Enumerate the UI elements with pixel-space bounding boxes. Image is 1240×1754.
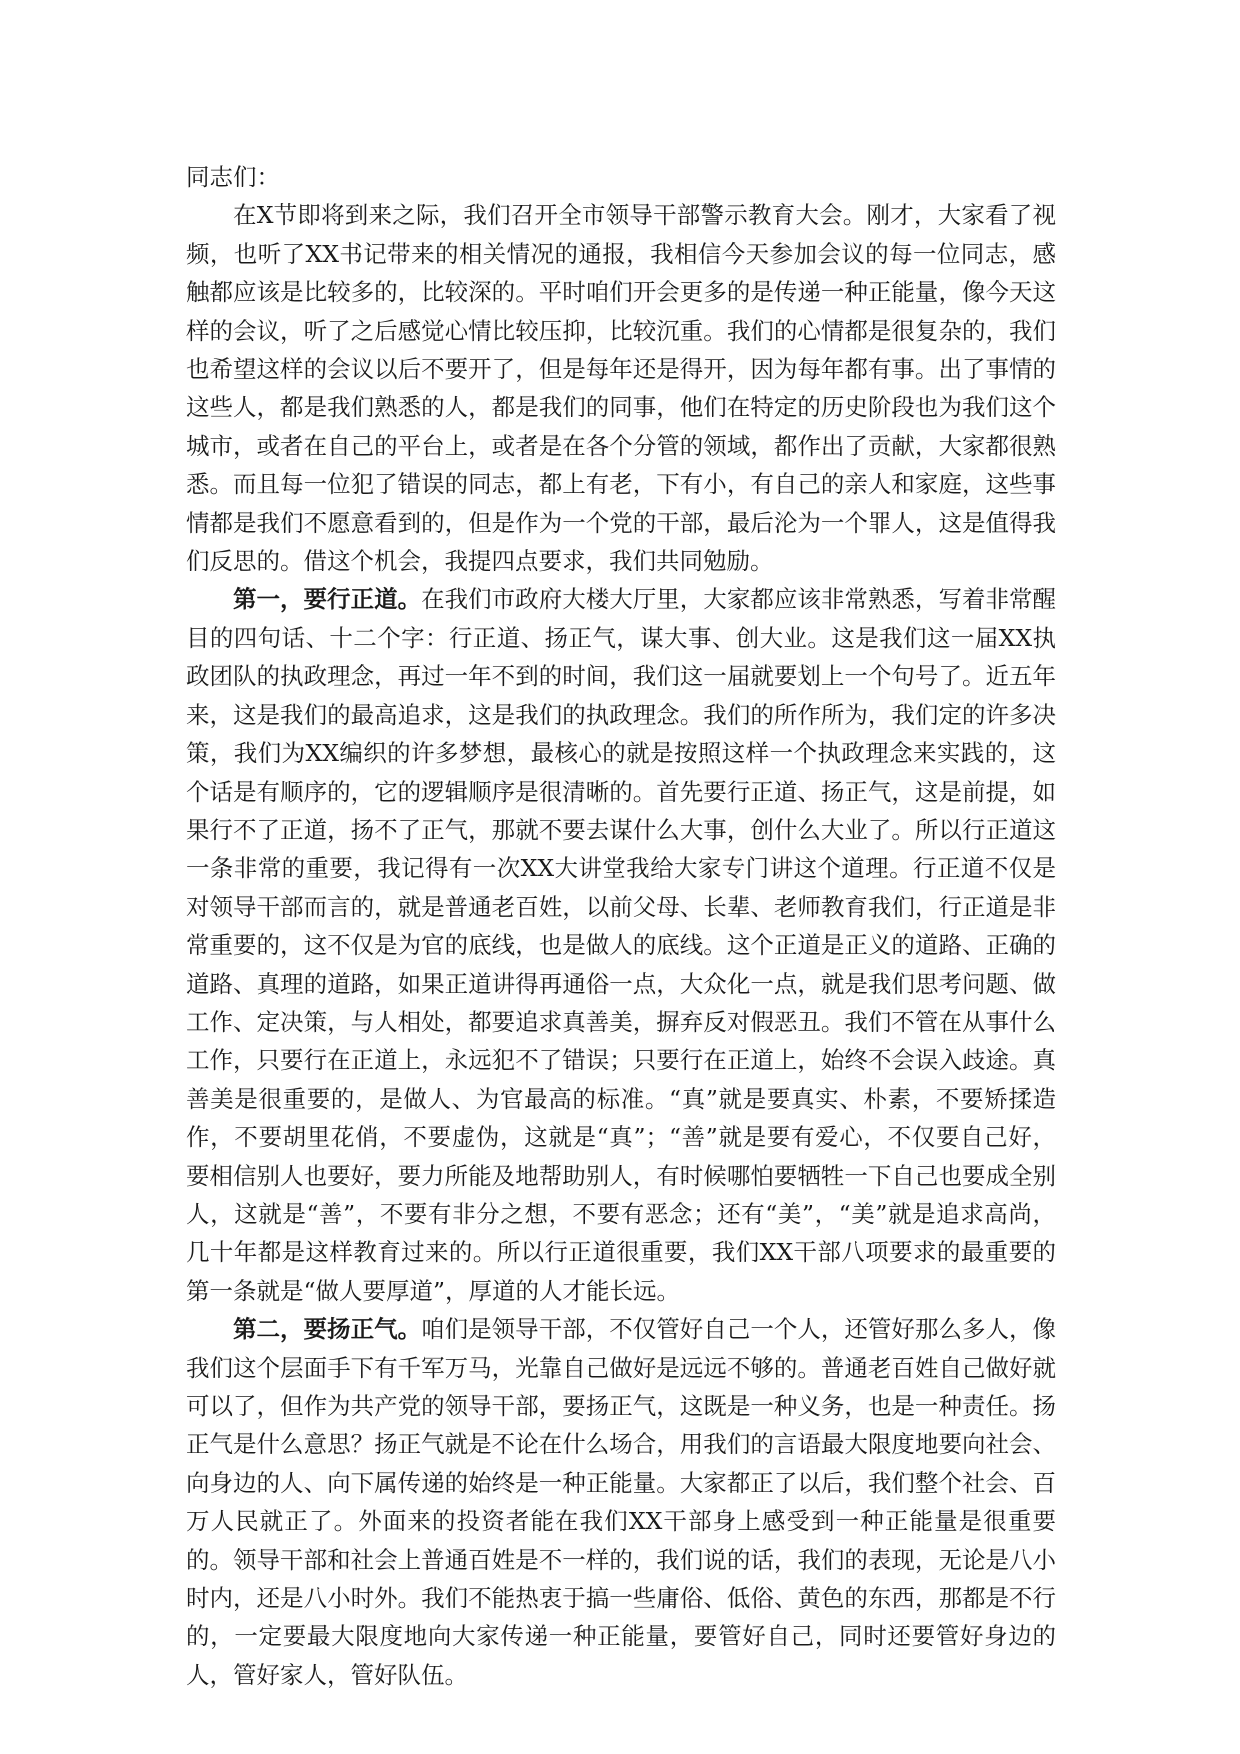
paragraph-body: 在X节即将到来之际，我们召开全市领导干部警示教育大会。刚才，大家看了视频，也听了XX书记带来的相关情况的通报，我相信今天参加会议的每一位同志，感触都应该是比较多的，比较深的。平时咱们开会更多的是传递一种正能量，像今天这样的会议，听了之后感觉心情比较压抑，比较沉重。我们的心情都是很复杂的，我们也希望这样的会议以后不要开了，但是每年还是得开，因为每年都有事。出了事情的这些人，都是我们熟悉的人，都是我们的同事，他们在特定的历史阶段也为我们这个城市，或者在自己的平台上，或者是在各个分管的领域，都作出了贡献，大家都很熟悉。而且每一位犯了错误的同志，都上有老，下有小，有自己的亲人和家庭，这些事情都是我们不愿意看到的，但是作为一个党的干部，最后沦为一个罪人，这是值得我们反思的。借这个机会，我提四点要求，我们共同勉励。 — [186, 201, 1056, 576]
paragraph-intro — [186, 196, 1056, 580]
paragraph-lead: 第二，要扬正气。 — [233, 1315, 422, 1344]
salutation: 同志们： — [186, 163, 280, 191]
paragraph-body: 咱们是领导干部，不仅管好自己一个人，还管好那么多人，像我们这个层面手下有千军万马，光靠自己做好是远远不够的。普通老百姓自己做好就可以了，但作为共产党的领导干部，要扬正气，这既是一种义务，也是一种责任。扬正气是什么意思？扬正气就是不论在什么场合，用我们的言语最大限度地要向社会、向身边的人、向下属传递的始终是一种正能量。大家都正了以后，我们整个社会、百万人民就正了。外面来的投资者能在我们XX干部身上感受到一种正能量是很重要的。领导干部和社会上普通百姓是不一样的，我们说的话，我们的表现，无论是八小时内，还是八小时外。我们不能热衷于搞一些庸俗、低俗、黄色的东西，那都是不行的，一定要最大限度地向大家传递一种正能量，要管好自己，同时还要管好身边的人，管好家人，管好队伍。 — [186, 1315, 1057, 1689]
paragraph-point-one — [186, 580, 1056, 1310]
paragraph-point-two — [186, 1310, 1056, 1694]
paragraph-body: 在我们市政府大楼大厅里，大家都应该非常熟悉，写着非常醒目的四句话、十二个字：行正道、扬正气，谋大事、创大业。这是我们这一届XX执政团队的执政理念，再过一年不到的时间，我们这一届就要划上一个句号了。近五年来，这是我们的最高追求，这是我们的执政理念。我们的所作所为，我们定的许多决策，我们为XX编织的许多梦想，最核心的就是按照这样一个执政理念来实践的，这个话是有顺序的，它的逻辑顺序是很清晰的。首先要行正道、扬正气，这是前提，如果行不了正道，扬不了正气，那就不要去谋什么大事，创什么大业了。所以行正道这一条非常的重要，我记得有一次XX大讲堂我给大家专门讲这个道理。行正道不仅是对领导干部而言的，就是普通老百姓，以前父母、长辈、老师教育我们，行正道是非常重要的，这不仅是为官的底线，也是做人的底线。这个正道是正义的道路、正确的道路、真理的道路，如果正道讲得再通俗一点，大众化一点，就是我们思考问题、做工作、定决策，与人相处，都要追求真善美，摒弃反对假恶丑。我们不管在从事什么工作，只要行在正道上，永远犯不了错误；只要行在正道上，始终不会误入歧途。真善美是很重要的，是做人、为官最高的标准。“真”就是要真实、朴素，不要矫揉造作，不要胡里花俏，不要虚伪，这就是“真”；“善”就是要有爱心，不仅要自己好，要相信别人也要好，要力所能及地帮助别人，有时候哪怕要牺牲一下自己也要成全别人，这就是“善”，不要有非分之想，不要有恶念；还有“美”，“美”就是追求高尚，几十年都是这样教育过来的。所以行正道很重要，我们XX干部八项要求的最重要的第一条就是“做人要厚道”，厚道的人才能长远。 — [186, 585, 1057, 1305]
paragraph-lead: 第一，要行正道。 — [233, 585, 422, 614]
document-page — [186, 158, 1056, 1694]
